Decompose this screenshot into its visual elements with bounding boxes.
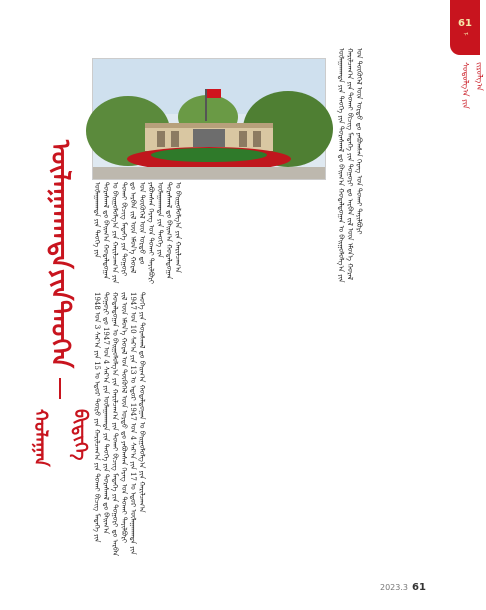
text-column-top: ᠦᠯᠠᠭᠠᠨᠬᠠᠳᠠ ᠶᠢᠨ ᠲᠡᠦᠬᠡ ᠶᠢᠨ ᠳᠤᠷᠠᠰᠬᠠᠯ ᠳᠤ ᠪᠠᠢᠭ᠎ᠠ ᠬᠤᠳᠠᠯᠳᠤᠭᠠᠨ ᠤ ᠪᠠᠢᠭᠤᠯᠤᠯᠭ᠎ᠠ ᠶᠢᠨ ᠬᠠᠷᠢᠯᠴᠠᠭ᠎ᠠ ᠶᠢᠨ ᠲᠤᠬᠠᠢ ᠪᠢᠴᠢᠭ᠌ ᠮᠡᠳᠡᠭᠡ ᠶᠢᠨ ᠲᠤᠭᠤᠷᠢ ᠳᠤ ᠠᠷᠪᠠᠨ ᠵᠢᠯ ᠦᠨ ᠡᠮᠦᠨ᠎ᠡ ᠬᠤᠷᠠᠯ ᠤᠨ ᠲᠦᠭᠦᠭᠡᠯ ᠦᠨ ᠤᠷᠳᠤ ᠳᠤ ᠶᠠᠪᠤᠭᠰᠠᠨ ᠬᠡᠷᠡᠭ ᠤᠨ ᠲᠤᠬᠠᠢ ᠲᠠᠶᠢᠯᠪᠤᠷᠢ ᠦᠯᠠᠭᠠᠨᠬᠠᠳᠠ ᠶᠢᠨ ᠲᠡᠦᠬᠡ ᠶᠢᠨ ᠳᠤᠷᠠᠰᠬᠠᠯ ᠳᠤ ᠪᠠᠢᠭ᠎ᠠ ᠬᠤᠳᠠᠯᠳᠤᠭᠠᠨ ᠤ ᠪᠠᠢᠭᠤᠯᠤᠯᠭ᠎ᠠ ᠶᠢᠨ ᠬᠠᠷᠢᠯᠴᠠᠭ᠎ᠠ bbox=[93, 182, 182, 284]
title-word-2: ᠶᠢᠨ bbox=[45, 268, 75, 301]
issue-label: 2023.3 bbox=[380, 582, 408, 592]
corner-tab bbox=[450, 0, 480, 55]
photo-illustration bbox=[93, 59, 325, 179]
corner-page-number: 61 bbox=[458, 18, 472, 30]
title-subtitle: ᠬᠤᠯᠠᠭᠠᠨ ᠪᠢᠲᠢᠭᠡ bbox=[30, 409, 91, 468]
title-word-3: ᠲᠡᠦᠬᠡᠨ bbox=[45, 300, 75, 369]
memorial-hall-photo bbox=[92, 58, 326, 180]
text-column-bottom: 1948 ᠤᠨ 3 ᠰᠠᠷ᠎ᠠ ᠶᠢᠨ 15 ᠤ ᠡᠳᠦᠷ ᠲᠦᠷᠦ ᠶᠢᠨ ᠬᠠᠷᠢᠯᠴᠠᠭ᠎ᠠ ᠶᠢᠨ ᠲᠤᠬᠠᠢ ᠪᠢᠴᠢᠭ᠌ ᠮᠡᠳᠡᠭᠡ ᠶᠢᠨ ᠲᠤᠭᠤᠷᠢ ᠳᠤ 1947 ᠤᠨ 4 ᠰᠠᠷ᠎ᠠ ᠶᠢᠨ ᠦᠯᠠᠭᠠᠨᠬᠠᠳᠠ ᠶᠢᠨ ᠲᠡᠦᠬᠡ ᠶᠢᠨ ᠳᠤᠷᠠᠰᠬᠠᠯ ᠳᠤ ᠪᠠᠢᠭ᠎ᠠ ᠬᠤᠳᠠᠯᠳᠤᠭᠠᠨ ᠤ ᠪᠠᠢᠭᠤᠯᠤᠯᠭ᠎ᠠ ᠶᠢᠨ ᠬᠠᠷᠢᠯᠴᠠᠭ᠎ᠠ ᠶᠢᠨ ᠲᠤᠬᠠᠢ ᠪᠢᠴᠢᠭ᠌ ᠮᠡᠳᠡᠭᠡ ᠶᠢᠨ ᠲᠤᠭᠤᠷᠢ ᠳᠤ ᠠᠷᠪᠠᠨ ᠵᠢᠯ ᠦᠨ ᠡᠮᠦᠨ᠎ᠡ ᠬᠤᠷᠠᠯ ᠤᠨ ᠲᠦᠭᠦᠭᠡᠯ ᠦᠨ ᠤᠷᠳᠤ ᠳᠤ ᠶᠠᠪᠤᠭᠰᠠᠨ ᠬᠡᠷᠡᠭ ᠤᠨ ᠲᠤᠬᠠᠢ ᠲᠠᠶᠢᠯᠪᠤᠷᠢ 1947 ᠤᠨ 10 ᠰᠠᠷ᠎ᠠ ᠶᠢᠨ 13 ᠤ ᠡᠳᠦᠷ 1947 ᠤᠨ 4 ᠰᠠᠷ᠎ᠠ ᠶᠢᠨ 17 ᠤ ᠡᠳᠦᠷ ᠦᠯᠠᠭᠠᠨᠬᠠᠳᠠ ᠶᠢᠨ ᠲᠡᠦᠬᠡ ᠶᠢᠨ ᠳᠤᠷᠠᠰᠬᠠᠯ ᠳᠤ ᠪᠠᠢᠭ᠎ᠠ ᠬᠤᠳᠠᠯᠳᠤᠭᠠᠨ ᠤ ᠪᠠᠢᠭᠤᠯᠤᠯᠭ᠎ᠠ ᠶᠢᠨ ᠬᠠᠷᠢᠯᠴᠠᠭ᠎ᠠ bbox=[93, 292, 146, 557]
section-label: ᠰᠤᠳᠤᠯᠭ᠎ᠠ ᠶᠢᠨ ᠵᠢᠷᠤᠯᠭ᠎ᠠ bbox=[461, 62, 484, 109]
page-footer bbox=[380, 580, 426, 594]
page-number: 61 bbox=[412, 581, 426, 593]
corner-mongolian-mark: ᠮ bbox=[461, 32, 469, 36]
title-word-1: ᠦᠯᠠᠭᠠᠨᠬᠠᠳᠠ bbox=[45, 140, 75, 269]
title-dash-divider bbox=[59, 378, 61, 399]
page-title bbox=[30, 140, 91, 520]
text-column-right-top: ᠦᠯᠠᠭᠠᠨᠬᠠᠳᠠ ᠶᠢᠨ ᠲᠡᠦᠬᠡ ᠶᠢᠨ ᠳᠤᠷᠠᠰᠬᠠᠯ ᠳᠤ ᠪᠠᠢᠭ᠎ᠠ ᠬᠤᠳᠠᠯᠳᠤᠭᠠᠨ ᠤ ᠪᠠᠢᠭᠤᠯᠤᠯᠭ᠎ᠠ ᠶᠢᠨ ᠬᠠᠷᠢᠯᠴᠠᠭ᠎ᠠ ᠶᠢᠨ ᠲᠤᠬᠠᠢ ᠪᠢᠴᠢᠭ᠌ ᠮᠡᠳᠡᠭᠡ ᠶᠢᠨ ᠲᠤᠭᠤᠷᠢ ᠳᠤ ᠠᠷᠪᠠᠨ ᠵᠢᠯ ᠦᠨ ᠡᠮᠦᠨ᠎ᠡ ᠬᠤᠷᠠᠯ ᠤᠨ ᠲᠦᠭᠦᠭᠡᠯ ᠦᠨ ᠤᠷᠳᠤ ᠳᠤ ᠶᠠᠪᠤᠭᠰᠠᠨ ᠬᠡᠷᠡᠭ ᠤᠨ ᠲᠤᠬᠠᠢ ᠲᠠᠶᠢᠯᠪᠤᠷᠢ bbox=[337, 48, 363, 283]
